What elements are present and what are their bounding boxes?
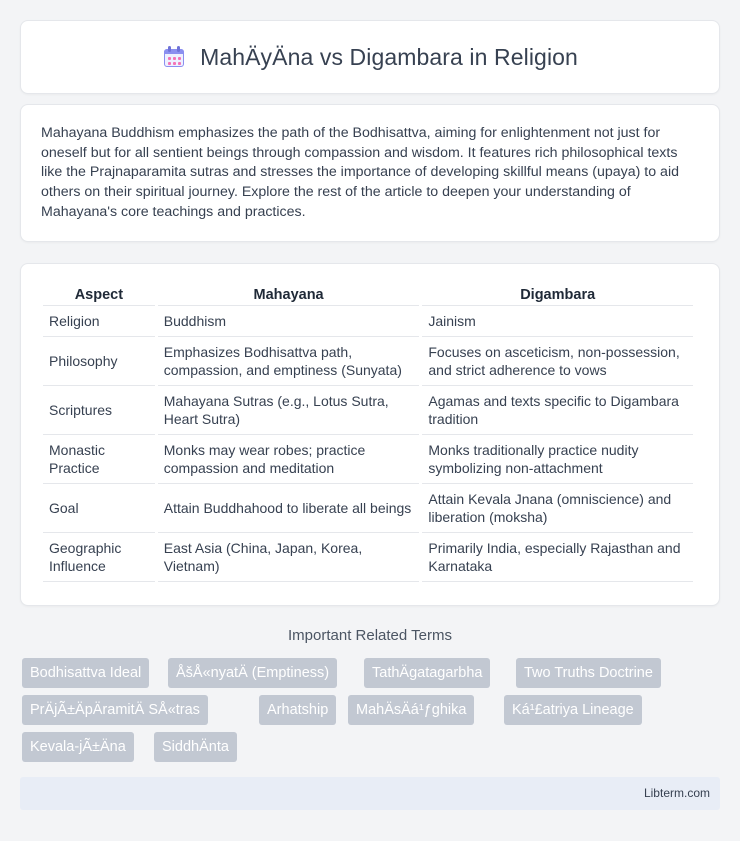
- comparison-card: [20, 263, 720, 606]
- calendar-icon: [162, 45, 186, 69]
- header-card: [20, 20, 720, 94]
- related-term-tag[interactable]: Ká¹£atriya Lineage: [504, 695, 642, 725]
- header-mahayana: Mahayana: [158, 284, 420, 306]
- aspect-cell: Goal: [43, 484, 155, 533]
- aspect-cell: Monastic Practice: [43, 435, 155, 484]
- intro-card: [20, 104, 720, 242]
- related-term-tag[interactable]: ÅšÅ«nyatÄ (Emptiness): [168, 658, 337, 688]
- table-row: [43, 337, 693, 386]
- table-row: [43, 386, 693, 435]
- mahayana-cell: Attain Buddhahood to liberate all beings: [158, 484, 420, 533]
- aspect-cell: Religion: [43, 306, 155, 337]
- table-row: [43, 306, 693, 337]
- aspect-cell: Scriptures: [43, 386, 155, 435]
- related-terms-title: Important Related Terms: [288, 627, 452, 644]
- related-term-tag[interactable]: MahÄsÄá¹ƒghika: [348, 695, 474, 725]
- mahayana-cell: Mahayana Sutras (e.g., Lotus Sutra, Heart Sutra): [158, 386, 420, 435]
- related-term-tag[interactable]: Bodhisattva Ideal: [22, 658, 149, 688]
- mahayana-cell: East Asia (China, Japan, Korea, Vietnam): [158, 533, 420, 582]
- digambara-cell: Attain Kevala Jnana (omniscience) and liberation (moksha): [422, 484, 693, 533]
- mahayana-cell: Monks may wear robes; practice compassion and meditation: [158, 435, 420, 484]
- table-row: [43, 533, 693, 582]
- related-term-tag[interactable]: SiddhÄnta: [154, 732, 237, 762]
- intro-text: Mahayana Buddhism emphasizes the path of the Bodhisattva, aiming for enlightenment not just for oneself but for all sentient beings through compassion and wisdom. It features rich philosophical texts like the Prajnaparamita sutras and stresses the importance of developing skillful means (upaya) to aid others on their spiritual journey. Explore the rest of the article to deepen your understanding of Mahayana's core teachings and practices.: [41, 125, 679, 220]
- aspect-cell: Philosophy: [43, 337, 155, 386]
- related-term-tag[interactable]: PrÄjÃ±ÄpÄramitÄ SÅ«tras: [22, 695, 208, 725]
- footer-site-link[interactable]: Libterm.com: [643, 786, 710, 800]
- mahayana-cell: Buddhism: [158, 306, 420, 337]
- page-title: MahÄyÄna vs Digambara in Religion: [200, 43, 578, 70]
- related-term-tag[interactable]: Two Truths Doctrine: [516, 658, 661, 688]
- header-digambara: Digambara: [422, 284, 693, 306]
- table-row: [43, 435, 693, 484]
- digambara-cell: Jainism: [422, 306, 693, 337]
- digambara-cell: Primarily India, especially Rajasthan and Karnataka: [422, 533, 693, 582]
- table-row: [43, 484, 693, 533]
- footer: [20, 777, 720, 810]
- header-aspect: Aspect: [43, 284, 155, 306]
- digambara-cell: Monks traditionally practice nudity symbolizing non-attachment: [422, 435, 693, 484]
- digambara-cell: Agamas and texts specific to Digambara tradition: [422, 386, 693, 435]
- title-wrap: [162, 44, 578, 71]
- comparison-table: [40, 284, 696, 582]
- related-term-tag[interactable]: TathÄgatagarbha: [364, 658, 490, 688]
- mahayana-cell: Emphasizes Bodhisattva path, compassion, and emptiness (Sunyata): [158, 337, 420, 386]
- related-term-tag[interactable]: Kevala-jÃ±Äna: [22, 732, 134, 762]
- digambara-cell: Focuses on asceticism, non-possession, and strict adherence to vows: [422, 337, 693, 386]
- aspect-cell: Geographic Influence: [43, 533, 155, 582]
- related-term-tag[interactable]: Arhatship: [259, 695, 336, 725]
- table-header-row: [43, 284, 693, 306]
